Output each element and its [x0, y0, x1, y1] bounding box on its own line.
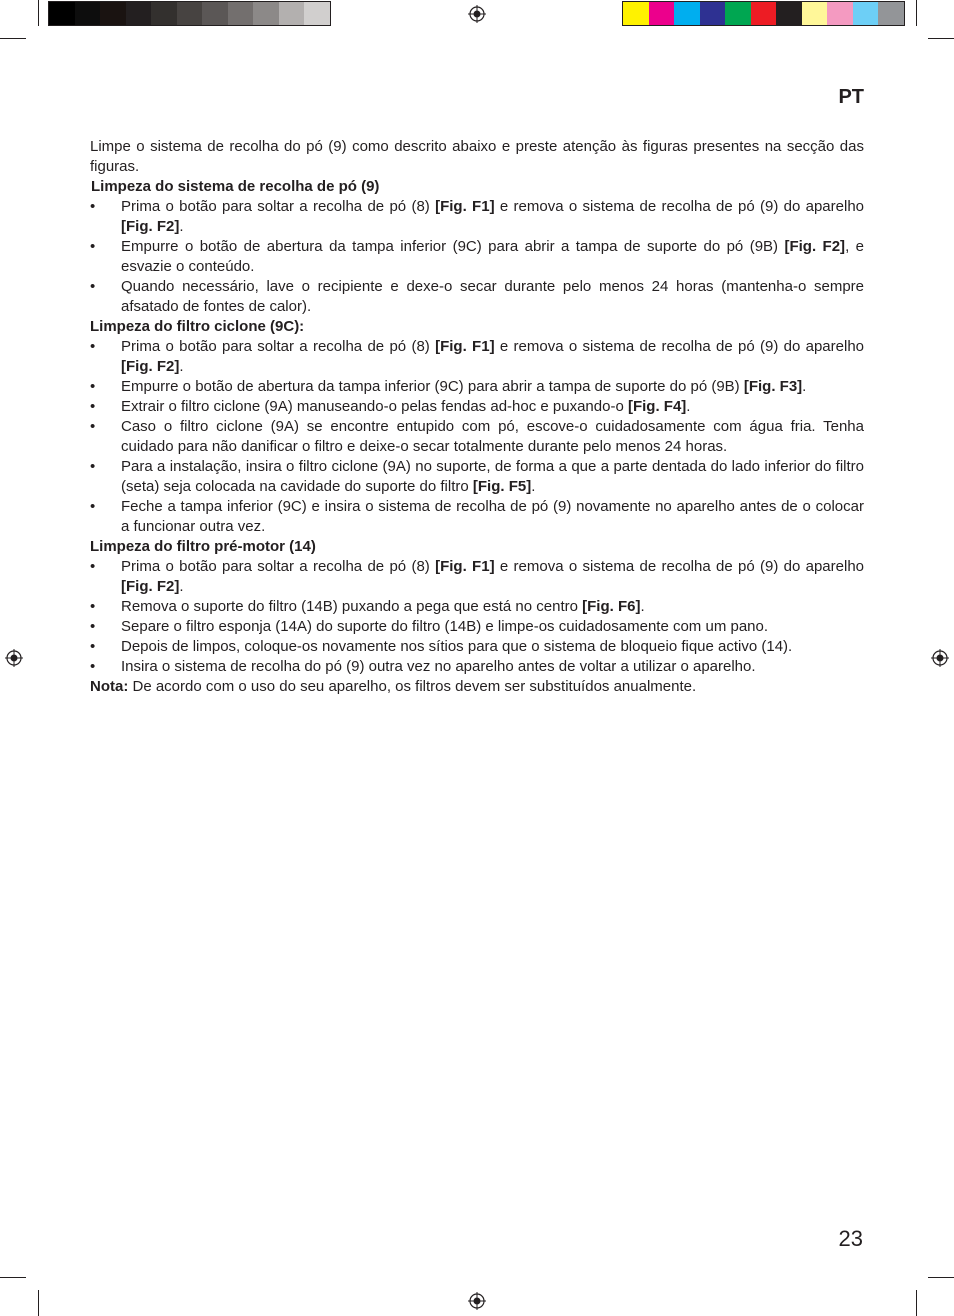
- list-item: • Prima o botão para soltar a recolha de pó (8) [Fig. F1] e remova o sistema de recolha de pó (9) do aparelho [Fig. F2].: [90, 337, 864, 377]
- color-swatch: [751, 2, 777, 25]
- instruction-list: [90, 197, 864, 317]
- intro-paragraph: Limpe o sistema de recolha do pó (9) como descrito abaixo e preste atenção às figuras presentes na secção das figuras.: [90, 138, 864, 175]
- list-item: • Extrair o filtro ciclone (9A) manuseando-o pelas fendas ad-hoc e puxando-o [Fig. F4].: [90, 397, 864, 417]
- color-swatch: [177, 2, 203, 25]
- color-swatch: [202, 2, 228, 25]
- list-item: • Prima o botão para soltar a recolha de pó (8) [Fig. F1] e remova o sistema de recolha de pó (9) do aparelho [Fig. F2].: [90, 557, 864, 597]
- section-title: Limpeza do filtro pré-motor (14): [90, 538, 316, 555]
- color-swatch: [253, 2, 279, 25]
- crop-mark: [38, 1290, 39, 1316]
- crop-mark: [0, 38, 26, 39]
- color-swatch: [126, 2, 152, 25]
- list-item: • Depois de limpos, coloque-os novamente nos sítios para que o sistema de bloqueio fique activo (14).: [90, 637, 864, 657]
- crop-mark: [916, 1290, 917, 1316]
- color-swatch: [802, 2, 828, 25]
- list-item: • Quando necessário, lave o recipiente e dexe-o secar durante pelo menos 24 horas (mantenha-o sempre afsatado de fontes de calor).: [90, 277, 864, 317]
- instruction-list: [90, 337, 864, 537]
- color-calibration-bar: [622, 1, 905, 26]
- section-title: Limpeza do sistema de recolha de pó (9): [91, 178, 380, 195]
- page-number: 23: [838, 1226, 863, 1251]
- registration-mark-icon: [931, 649, 949, 667]
- color-swatch: [878, 2, 904, 25]
- list-item: • Prima o botão para soltar a recolha de pó (8) [Fig. F1] e remova o sistema de recolha de pó (9) do aparelho [Fig. F2].: [90, 197, 864, 237]
- color-swatch: [100, 2, 126, 25]
- grey-calibration-bar: [48, 1, 331, 26]
- color-swatch: [75, 2, 101, 25]
- crop-mark: [38, 0, 39, 26]
- color-swatch: [853, 2, 879, 25]
- list-item: • Empurre o botão de abertura da tampa inferior (9C) para abrir a tampa de suporte do pó (9B) [Fig. F3].: [90, 377, 864, 397]
- list-item: • Insira o sistema de recolha do pó (9) outra vez no aparelho antes de voltar a utilizar o aparelho.: [90, 657, 864, 677]
- manual-content: [90, 137, 864, 697]
- crop-mark: [928, 38, 954, 39]
- color-swatch: [827, 2, 853, 25]
- crop-mark: [916, 0, 917, 26]
- crop-mark: [0, 1277, 26, 1278]
- list-item: • Remova o suporte do filtro (14B) puxando a pega que está no centro [Fig. F6].: [90, 597, 864, 617]
- note-label: Nota:: [90, 678, 129, 695]
- color-swatch: [228, 2, 254, 25]
- registration-mark-icon: [468, 1292, 486, 1310]
- list-item: • Para a instalação, insira o filtro ciclone (9A) no suporte, de forma a que a parte dentada do lado inferior do filtro (seta) seja colocada na cavidade do suporte do filtro [Fig. F5].: [90, 457, 864, 497]
- color-swatch: [304, 2, 330, 25]
- crop-mark: [928, 1277, 954, 1278]
- color-swatch: [49, 2, 75, 25]
- note-text: De acordo com o uso do seu aparelho, os filtros devem ser substituídos anualmente.: [128, 678, 697, 695]
- registration-mark-icon: [468, 5, 486, 23]
- section-title: Limpeza do filtro ciclone (9C):: [90, 318, 305, 335]
- registration-mark-icon: [5, 649, 23, 667]
- color-swatch: [674, 2, 700, 25]
- list-item: • Empurre o botão de abertura da tampa inferior (9C) para abrir a tampa de suporte do pó (9B) [Fig. F2], e esvazie o conteúdo.: [90, 237, 864, 277]
- list-item: • Separe o filtro esponja (14A) do suporte do filtro (14B) e limpe-os cuidadosamente com um pano.: [90, 617, 864, 637]
- color-swatch: [725, 2, 751, 25]
- color-swatch: [776, 2, 802, 25]
- color-swatch: [151, 2, 177, 25]
- language-code: PT: [838, 86, 864, 108]
- color-swatch: [279, 2, 305, 25]
- color-swatch: [623, 2, 649, 25]
- color-swatch: [649, 2, 675, 25]
- color-swatch: [700, 2, 726, 25]
- list-item: • Feche a tampa inferior (9C) e insira o sistema de recolha de pó (9) novamente no aparelho antes de o colocar a funcionar outra vez.: [90, 497, 864, 537]
- instruction-list: [90, 557, 864, 677]
- note-paragraph: [90, 677, 864, 697]
- list-item: • Caso o filtro ciclone (9A) se encontre entupido com pó, escove-o cuidadosamente com água fria. Tenha cuidado para não danificar o filtro e deixe-o secar totalmente durante pelo menos 24 horas.: [90, 417, 864, 457]
